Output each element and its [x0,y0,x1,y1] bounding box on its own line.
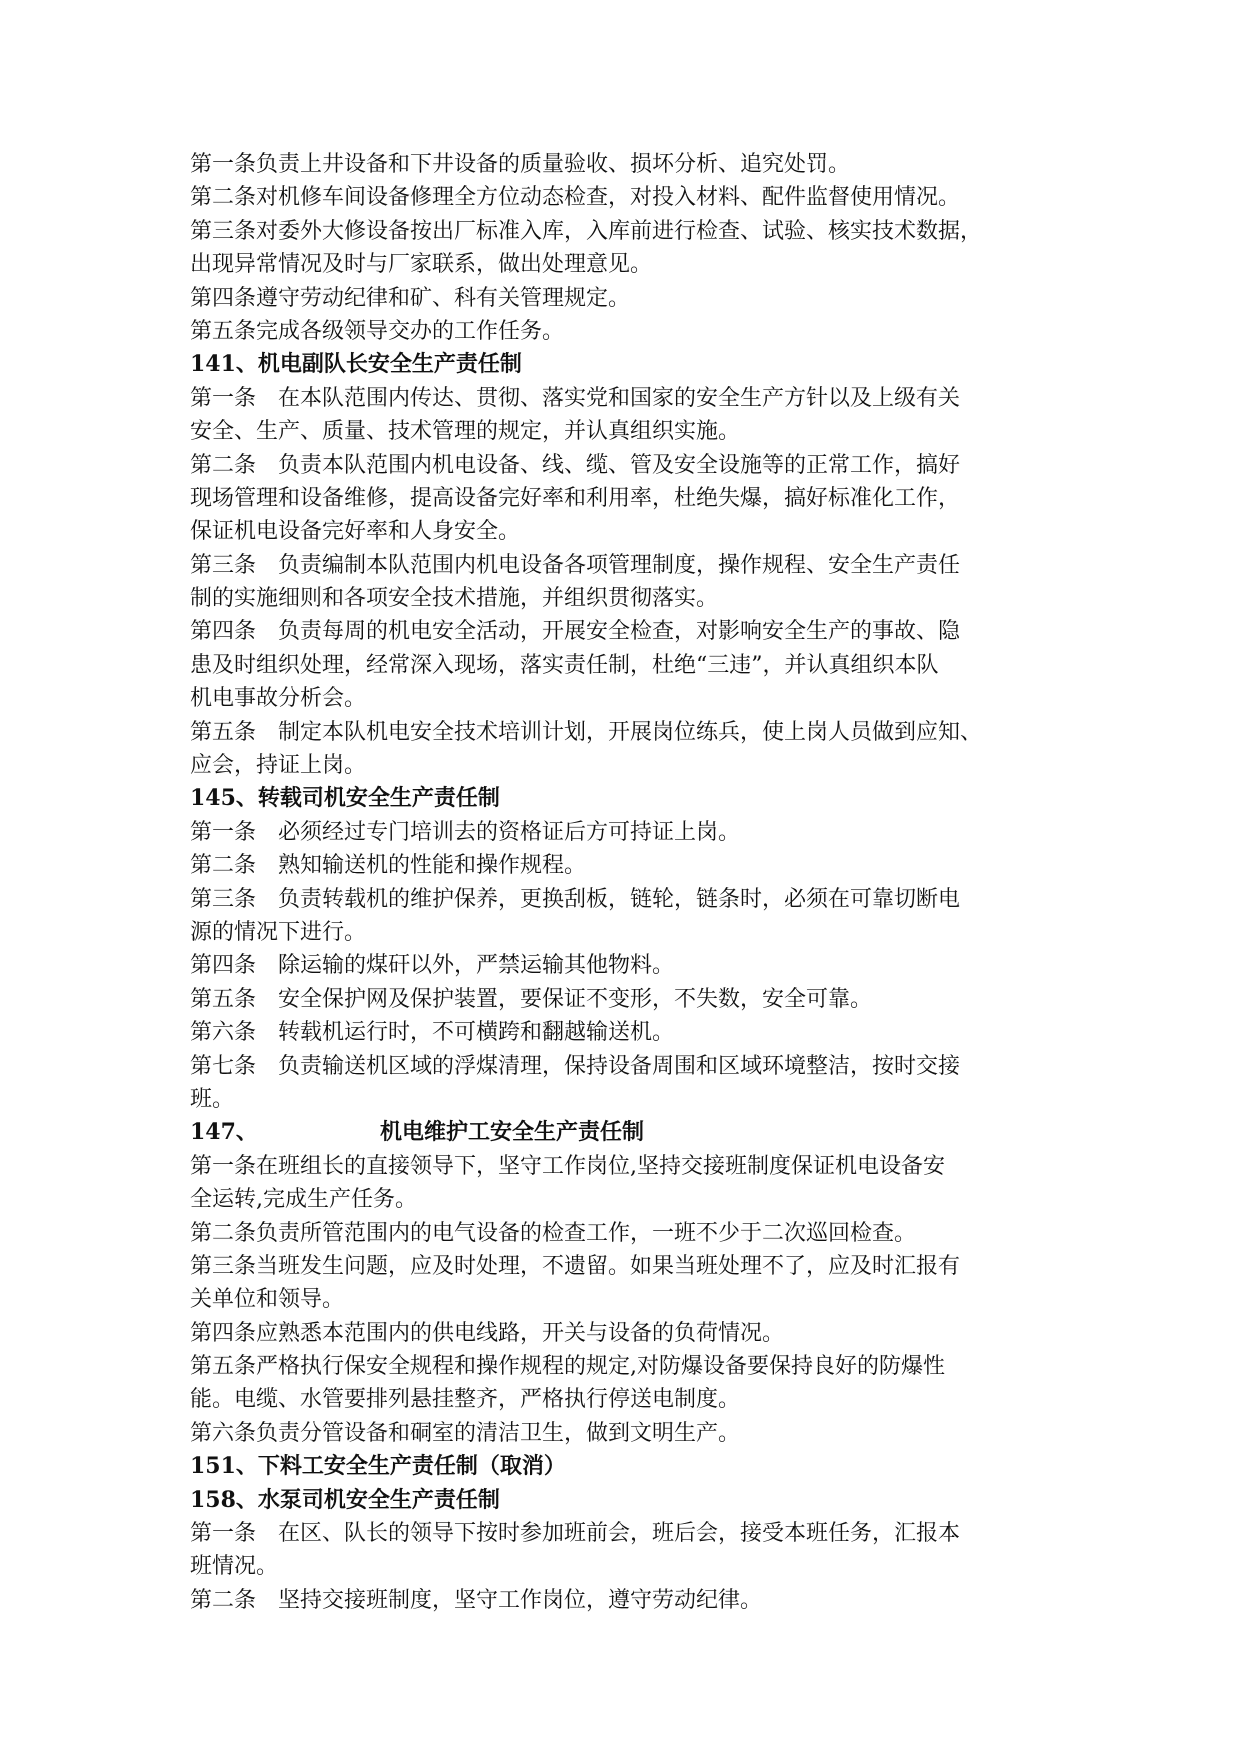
text-line: 能。电缆、水管要排列悬挂整齐，严格执行停送电制度。 [190,1387,741,1413]
text-line: 患及时组织处理，经常深入现场，落实责任制，杜绝“三违”，并认真组织本队 [190,652,939,678]
text-line: 第一条 在区、队长的领导下按时参加班前会，班后会，接受本班任务，汇报本 [190,1521,961,1547]
text-line: 应会，持证上岗。 [190,753,367,779]
text-line: 第二条 负责本队范围内机电设备、线、缆、管及安全设施等的正常工作，搞好 [190,452,961,478]
section-heading: 151、下料工安全生产责任制（取消） [190,1453,566,1480]
text-line: 第五条严格执行保安全规程和操作规程的规定,对防爆设备要保持良好的防爆性 [190,1354,945,1380]
text-line: 源的情况下进行。 [190,919,367,945]
text-line: 第三条 负责转载机的维护保养，更换刮板，链轮，链条时，必须在可靠切断电 [190,886,961,912]
text-line: 第二条 坚持交接班制度，坚守工作岗位，遵守劳动纪律。 [190,1587,763,1613]
document-body [190,148,1070,1617]
text-line: 第五条 安全保护网及保护装置，要保证不变形，不失数，安全可靠。 [190,986,873,1012]
text-line: 第五条完成各级领导交办的工作任务。 [190,318,565,344]
text-line: 第一条负责上井设备和下井设备的质量验收、损坏分析、追究处罚。 [190,152,851,177]
text-line: 第一条 必须经过专门培训去的资格证后方可持证上岗。 [190,819,741,845]
text-line: 机电事故分析会。 [190,686,367,712]
text-line: 第四条遵守劳动纪律和矿、科有关管理规定。 [190,285,631,311]
text-line: 第四条 除运输的煤矸以外，严禁运输其他物料。 [190,953,675,979]
text-line: 班。 [190,1086,235,1112]
section-number: 147、 [190,1119,258,1146]
text-line: 第二条对机修车间设备修理全方位动态检查，对投入材料、配件监督使用情况。 [190,185,961,211]
text-line: 第三条当班发生问题，应及时处理，不遗留。如果当班处理不了，应及时汇报有 [190,1253,961,1279]
text-line: 第六条负责分管设备和硐室的清洁卫生，做到文明生产。 [190,1420,741,1446]
text-line: 第三条对委外大修设备按出厂标准入库，入库前进行检查、试验、核实技术数据， [190,218,983,244]
text-line: 保证机电设备完好率和人身安全。 [190,519,521,545]
text-line: 安全、生产、质量、技术管理的规定，并认真组织实施。 [190,419,741,445]
text-line: 出现异常情况及时与厂家联系，做出处理意见。 [190,252,653,278]
text-line: 第四条应熟悉本范围内的供电线路，开关与设备的负荷情况。 [190,1320,785,1346]
text-line: 第四条 负责每周的机电安全活动，开展安全检查，对影响安全生产的事故、隐 [190,619,961,645]
text-line: 第一条 在本队范围内传达、贯彻、落实党和国家的安全生产方针以及上级有关 [190,385,961,411]
section-heading [190,1116,1070,1149]
text-line: 关单位和领导。 [190,1287,345,1313]
section-heading: 141、机电副队长安全生产责任制 [190,351,522,378]
text-line: 第二条 熟知输送机的性能和操作规程。 [190,853,587,879]
text-line: 第六条 转载机运行时，不可横跨和翻越输送机。 [190,1020,675,1046]
text-line: 第二条负责所管范围内的电气设备的检查工作，一班不少于二次巡回检查。 [190,1220,917,1246]
section-heading: 158、水泵司机安全生产责任制 [190,1486,500,1513]
text-line: 班情况。 [190,1554,279,1580]
text-line: 第三条 负责编制本队范围内机电设备各项管理制度，操作规程、安全生产责任 [190,552,961,578]
text-line: 全运转,完成生产任务。 [190,1187,417,1213]
text-line: 第一条在班组长的直接领导下，坚守工作岗位,坚持交接班制度保证机电设备安 [190,1153,945,1179]
section-heading: 145、转载司机安全生产责任制 [190,785,500,812]
text-line: 第五条 制定本队机电安全技术培训计划，开展岗位练兵，使上岗人员做到应知、 [190,719,983,745]
text-line: 现场管理和设备维修，提高设备完好率和利用率，杜绝失爆，搞好标准化工作， [190,485,961,511]
text-line: 第七条 负责输送机区域的浮煤清理，保持设备周围和区域环境整洁，按时交接 [190,1053,961,1079]
text-line: 制的实施细则和各项安全技术措施，并组织贯彻落实。 [190,586,719,612]
section-title: 机电维护工安全生产责任制 [380,1119,645,1146]
